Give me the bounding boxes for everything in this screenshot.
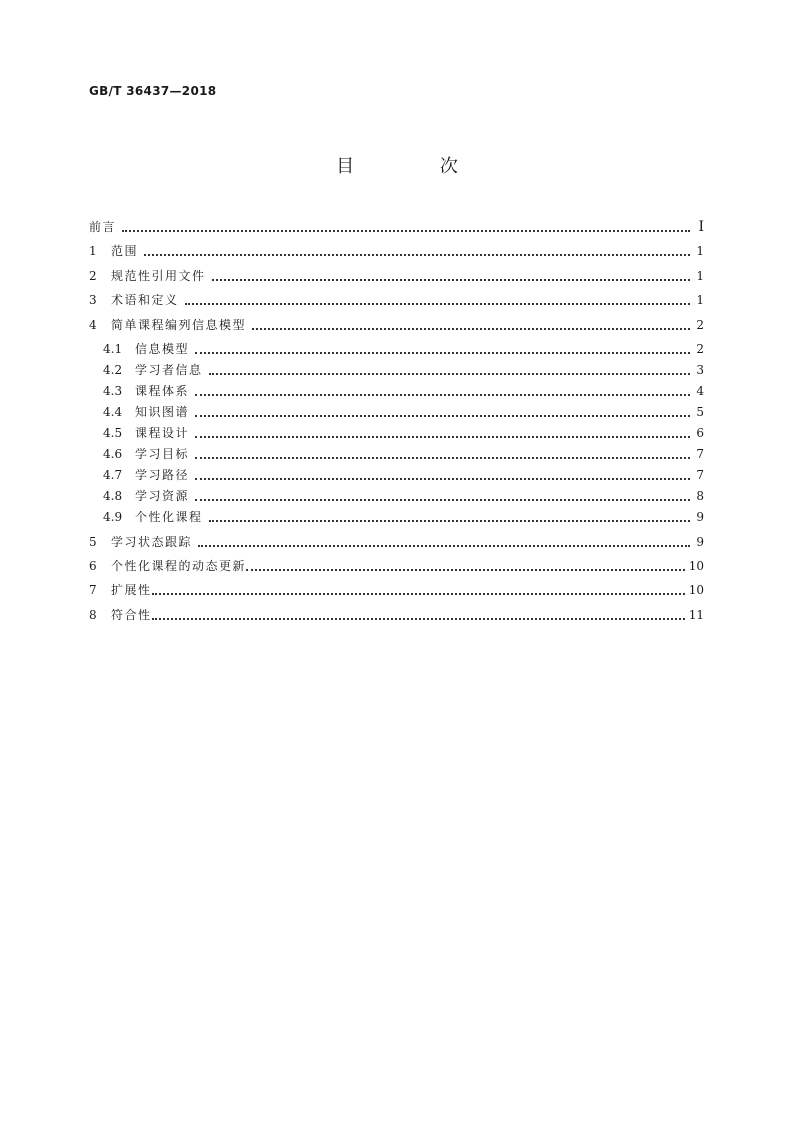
dot-leader (152, 592, 685, 595)
toc-entry-label: 知识图谱 (135, 405, 190, 419)
dot-leader (185, 302, 690, 305)
toc-entry-number: 4 (89, 318, 97, 332)
toc-entry-4-7[interactable] (103, 466, 704, 484)
toc-entry-7[interactable] (89, 581, 704, 599)
dot-leader (195, 351, 690, 354)
toc-entry-number: 1 (89, 244, 97, 258)
standard-code: GB/T 36437—2018 (89, 84, 217, 98)
toc-entry-number: 5 (89, 535, 97, 549)
toc-entry-8[interactable] (89, 606, 704, 624)
dot-leader (152, 617, 685, 620)
toc-entry-label: 符合性 (111, 608, 152, 622)
toc-entry-page: 7 (696, 447, 704, 461)
toc-entry-label: 学习路径 (135, 468, 190, 482)
dot-leader (195, 456, 690, 459)
toc-entry-number: 2 (89, 269, 97, 283)
toc-entry-label: 课程设计 (135, 426, 190, 440)
toc-entry-label: 学习目标 (135, 447, 190, 461)
toc-entry-page: 6 (696, 426, 704, 440)
toc-entry-4-4[interactable] (103, 403, 704, 421)
dot-leader (144, 253, 690, 256)
toc-entry-number: 7 (89, 583, 97, 597)
toc-entry-4[interactable] (89, 316, 704, 334)
dot-leader (122, 229, 690, 232)
toc-entry-label: 学习者信息 (135, 363, 203, 377)
toc-entry-4-9[interactable] (103, 508, 704, 526)
toc-entry-page: 4 (696, 384, 704, 398)
toc-entry-label: 简单课程编列信息模型 (111, 318, 247, 332)
toc-entry-number: 8 (89, 608, 97, 622)
toc-entry-page: 11 (688, 608, 704, 622)
toc-entry-number: 3 (89, 293, 97, 307)
toc-entry-page: 10 (688, 583, 704, 597)
toc-entry-label: 个性化课程的动态更新 (111, 559, 247, 573)
toc-entry-number: 4.3 (103, 384, 123, 398)
toc-entry-2[interactable] (89, 267, 704, 285)
toc-entry-4-5[interactable] (103, 424, 704, 442)
toc-entry-number: 4.6 (103, 447, 123, 461)
dot-leader (252, 327, 690, 330)
toc-entry-number: 4.1 (103, 342, 123, 356)
dot-leader (195, 414, 690, 417)
toc-entry-label: 扩展性 (111, 583, 152, 597)
toc-entry-label: 学习状态跟踪 (111, 535, 193, 549)
page-title: 目 次 (336, 156, 498, 177)
toc-entry-page: 5 (696, 405, 704, 419)
dot-leader (198, 544, 690, 547)
toc-entry-label: 规范性引用文件 (111, 269, 206, 283)
toc-entry-number: 4.2 (103, 363, 123, 377)
toc-entry-foreword[interactable] (89, 218, 704, 236)
toc-entry-label: 课程体系 (135, 384, 190, 398)
toc-entry-4-2[interactable] (103, 361, 704, 379)
toc-entry-1[interactable] (89, 242, 704, 260)
toc-entry-label: 信息模型 (135, 342, 190, 356)
toc-entry-page: 2 (696, 342, 704, 356)
dot-leader (195, 477, 690, 480)
toc-entry-label: 个性化课程 (135, 510, 203, 524)
toc-entry-page: I (698, 219, 704, 235)
dot-leader (195, 393, 690, 396)
toc-entry-page: 9 (696, 535, 704, 549)
dot-leader (195, 435, 690, 438)
toc-entry-label: 术语和定义 (111, 293, 179, 307)
toc-entry-page: 1 (696, 293, 704, 307)
dot-leader (209, 519, 690, 522)
toc-entry-page: 8 (696, 489, 704, 503)
toc-entry-page: 2 (696, 318, 704, 332)
toc-entry-6[interactable] (89, 557, 704, 575)
toc-entry-number: 4.7 (103, 468, 123, 482)
toc-entry-4-8[interactable] (103, 487, 704, 505)
toc-entry-5[interactable] (89, 533, 704, 551)
toc-entry-page: 1 (696, 269, 704, 283)
dot-leader (195, 498, 690, 501)
toc-entry-number: 4.9 (103, 510, 123, 524)
toc-entry-3[interactable] (89, 291, 704, 309)
toc-entry-label: 学习资源 (135, 489, 190, 503)
toc-entry-number: 4.4 (103, 405, 123, 419)
dot-leader (209, 372, 690, 375)
toc-entry-number: 6 (89, 559, 97, 573)
toc-entry-label: 前言 (89, 220, 117, 234)
toc-entry-4-3[interactable] (103, 382, 704, 400)
dot-leader (246, 568, 685, 571)
toc-entry-page: 3 (696, 363, 704, 377)
toc-entry-page: 9 (696, 510, 704, 524)
toc-entry-number: 4.5 (103, 426, 123, 440)
dot-leader (212, 278, 690, 281)
toc-entry-4-6[interactable] (103, 445, 704, 463)
toc-entry-page: 10 (688, 559, 704, 573)
toc-entry-number: 4.8 (103, 489, 123, 503)
toc-entry-page: 1 (696, 244, 704, 258)
toc-entry-4-1[interactable] (103, 340, 704, 358)
toc-entry-page: 7 (696, 468, 704, 482)
toc-entry-label: 范围 (111, 244, 139, 258)
